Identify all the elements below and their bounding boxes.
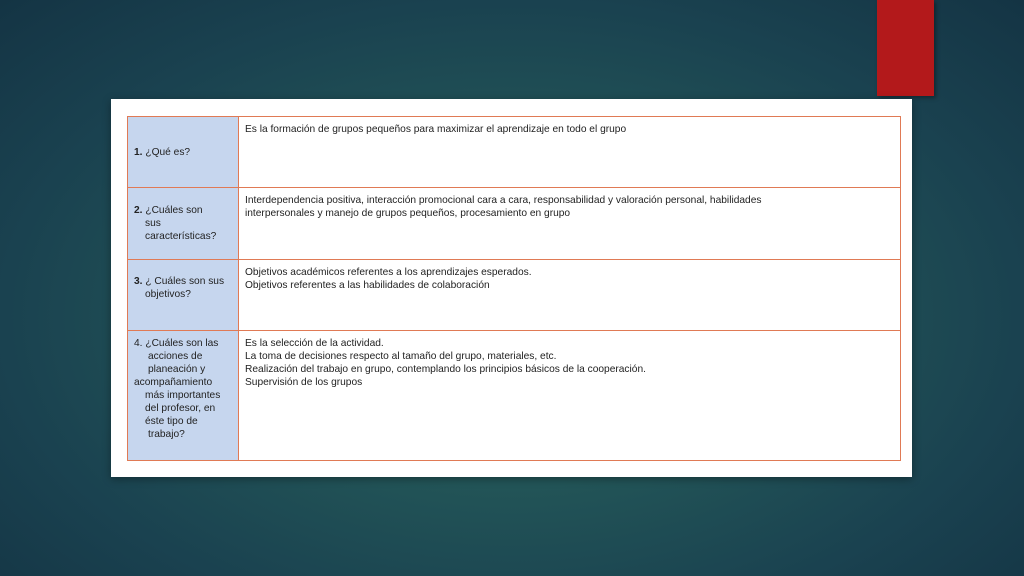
answer-cell bbox=[239, 117, 901, 188]
question-text: acompañamiento bbox=[134, 377, 213, 388]
content-table bbox=[127, 116, 901, 461]
question-text: planeación y bbox=[148, 364, 206, 375]
question-text: sus bbox=[145, 218, 161, 229]
accent-tab bbox=[877, 0, 934, 96]
question-text: características? bbox=[145, 231, 217, 242]
question-text: trabajo? bbox=[148, 429, 185, 440]
answer-line: Objetivos académicos referentes a los aprendizajes esperados. bbox=[245, 267, 532, 278]
answer-line: Es la selección de la actividad. bbox=[245, 338, 384, 349]
question-text: ¿ Cuáles son sus bbox=[145, 276, 225, 287]
question-text: del profesor, en bbox=[145, 403, 216, 414]
question-text: ¿Cuáles son las bbox=[145, 338, 219, 349]
answer-cell bbox=[239, 188, 901, 260]
table-row bbox=[128, 260, 901, 331]
question-number: 1. bbox=[134, 147, 143, 158]
answer-line: Es la formación de grupos pequeños para maximizar el aprendizaje en todo el grupo bbox=[245, 124, 627, 135]
question-cell bbox=[128, 188, 239, 260]
question-text: ¿Qué es? bbox=[145, 147, 191, 158]
table-row bbox=[128, 117, 901, 188]
answer-cell bbox=[239, 260, 901, 331]
answer-line: La toma de decisiones respecto al tamaño del grupo, materiales, etc. bbox=[245, 351, 557, 362]
answer-line: Interdependencia positiva, interacción promocional cara a cara, responsabilidad y valoración personal, habilidades bbox=[245, 195, 762, 206]
question-cell bbox=[128, 117, 239, 188]
table-row bbox=[128, 331, 901, 461]
answer-line: interpersonales y manejo de grupos pequeños, procesamiento en grupo bbox=[245, 208, 571, 219]
question-number: 4. bbox=[134, 338, 143, 349]
answer-cell bbox=[239, 331, 901, 461]
question-number: 3. bbox=[134, 276, 143, 287]
question-text: acciones de bbox=[148, 351, 203, 362]
answer-line: Realización del trabajo en grupo, contemplando los principios básicos de la cooperación. bbox=[245, 364, 646, 375]
question-text: objetivos? bbox=[145, 289, 191, 300]
slide-panel bbox=[111, 99, 912, 477]
question-cell bbox=[128, 331, 239, 461]
answer-line: Supervisión de los grupos bbox=[245, 377, 363, 388]
question-text: ¿Cuáles son bbox=[145, 205, 203, 216]
table-row bbox=[128, 188, 901, 260]
question-text: más importantes bbox=[145, 390, 221, 401]
question-text: éste tipo de bbox=[145, 416, 198, 427]
answer-line: Objetivos referentes a las habilidades de colaboración bbox=[245, 280, 490, 291]
question-cell bbox=[128, 260, 239, 331]
question-number: 2. bbox=[134, 205, 143, 216]
